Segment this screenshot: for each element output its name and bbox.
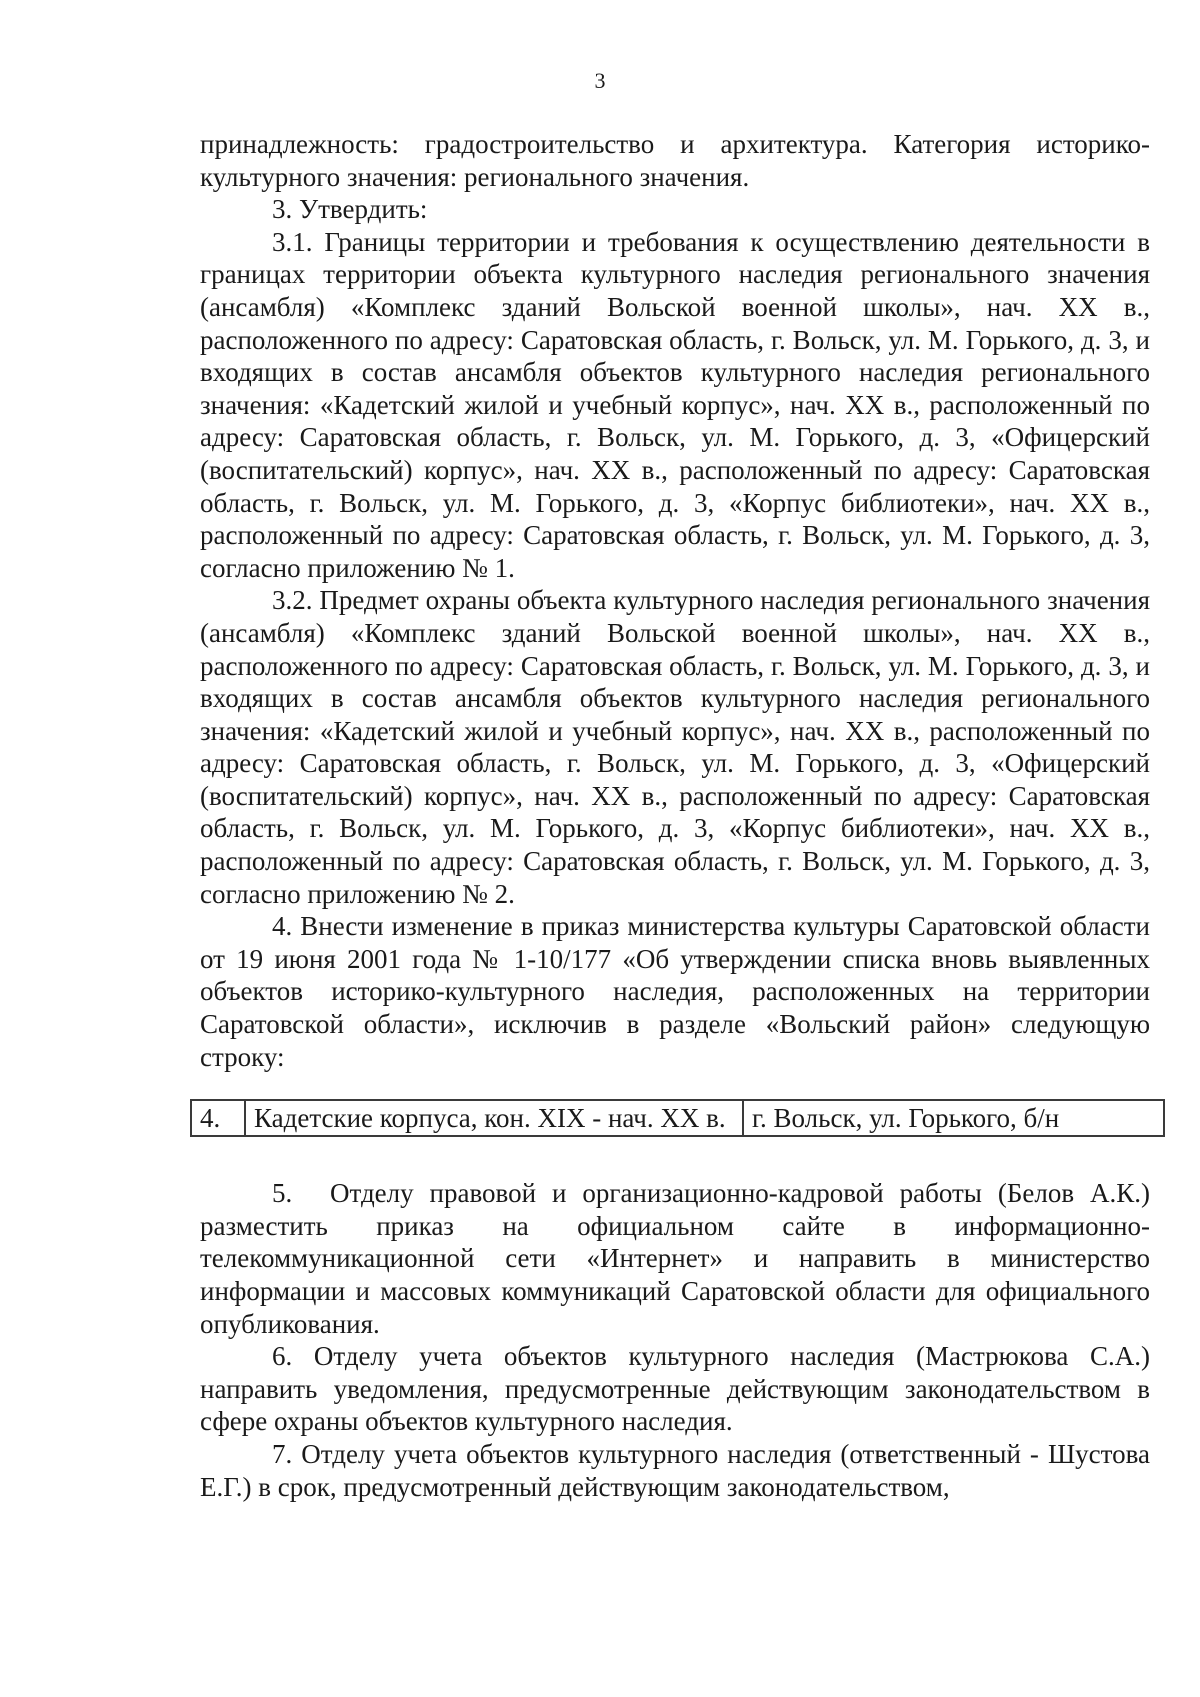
- paragraph-3-2: 3.2. Предмет охраны объекта культурного наследия регионального значения (ансамбля) «Комплекс зданий Вольской военной школы», нач. XX в., расположенного по адресу: Саратовская область, г. Вольск, ул. М. Горького, д. 3, и входящих в состав ансамбля объектов культурного наследия регионального значения: «Кадетский жилой и учебный корпус», нач. XX в., расположенный по адресу: Саратовская область, г. Вольск, ул. М. Горького, д. 3, «Офицерский (воспитательский) корпус», нач. XX в., расположенный по адресу: Саратовская область, г. Вольск, ул. М. Горького, д. 3, «Корпус библиотеки», нач. XX в., расположенный по адресу: Саратовская область, г. Вольск, ул. М. Горького, д. 3, согласно приложению № 2.: [200, 585, 1150, 909]
- paragraph-4: 4. Внести изменение в приказ министерства культуры Саратовской области от 19 июня 2001 года № 1-10/177 «Об утверждении списка вновь выявленных объектов историко-культурного наследия, расположенных на территории Саратовской области», исключив в разделе «Вольский район» следующую строку:: [200, 911, 1150, 1072]
- paragraph-continuation: принадлежность: градостроительство и архитектура. Категория историко-культурного значения: регионального значения.: [200, 129, 1150, 192]
- paragraph-5: [200, 1177, 1150, 1340]
- excluded-row-table: [190, 1099, 1165, 1137]
- paragraph-5-text: Отделу правовой и организационно-кадровой работы (Белов А.К.) разместить приказ на официальном сайте в информационно-телекоммуникационной сети «Интернет» и направить в министерство информации и массовых коммуникаций Саратовской области для официального опубликования.: [200, 1178, 1150, 1339]
- paragraph-5-number: 5.: [272, 1178, 293, 1209]
- excluded-row-table-wrapper: [190, 1099, 1150, 1137]
- page-number: 3: [594, 68, 606, 93]
- table-row: [191, 1100, 1164, 1136]
- paragraph-3: 3. Утвердить:: [272, 194, 428, 225]
- table-cell-number: 4.: [191, 1100, 245, 1136]
- paragraph-7: 7. Отделу учета объектов культурного наследия (ответственный - Шустова Е.Г.) в срок, предусмотренный действующим законодательством,: [200, 1438, 1150, 1502]
- document-body: [200, 128, 1150, 1503]
- paragraph-6: 6. Отделу учета объектов культурного наследия (Мастрюкова С.А.) направить уведомления, предусмотренные действующим законодательством в сфере охраны объектов культурного наследия.: [200, 1341, 1150, 1437]
- table-cell-address: г. Вольск, ул. Горького, б/н: [743, 1100, 1164, 1136]
- paragraph-3-1: 3.1. Границы территории и требования к осуществлению деятельности в границах территории объекта культурного наследия регионального значения (ансамбля) «Комплекс зданий Вольской военной школы», нач. XX в., расположенного по адресу: Саратовская область, г. Вольск, ул. М. Горького, д. 3, и входящих в состав ансамбля объектов культурного наследия регионального значения: «Кадетский жилой и учебный корпус», нач. XX в., расположенный по адресу: Саратовская область, г. Вольск, ул. М. Горького, д. 3, «Офицерский (воспитательский) корпус», нач. XX в., расположенный по адресу: Саратовская область, г. Вольск, ул. М. Горького, д. 3, «Корпус библиотеки», нач. XX в., расположенный по адресу: Саратовская область, г. Вольск, ул. М. Горького, д. 3, согласно приложению № 1.: [200, 226, 1150, 583]
- table-cell-name: Кадетские корпуса, кон. XIX - нач. XX в.: [245, 1100, 743, 1136]
